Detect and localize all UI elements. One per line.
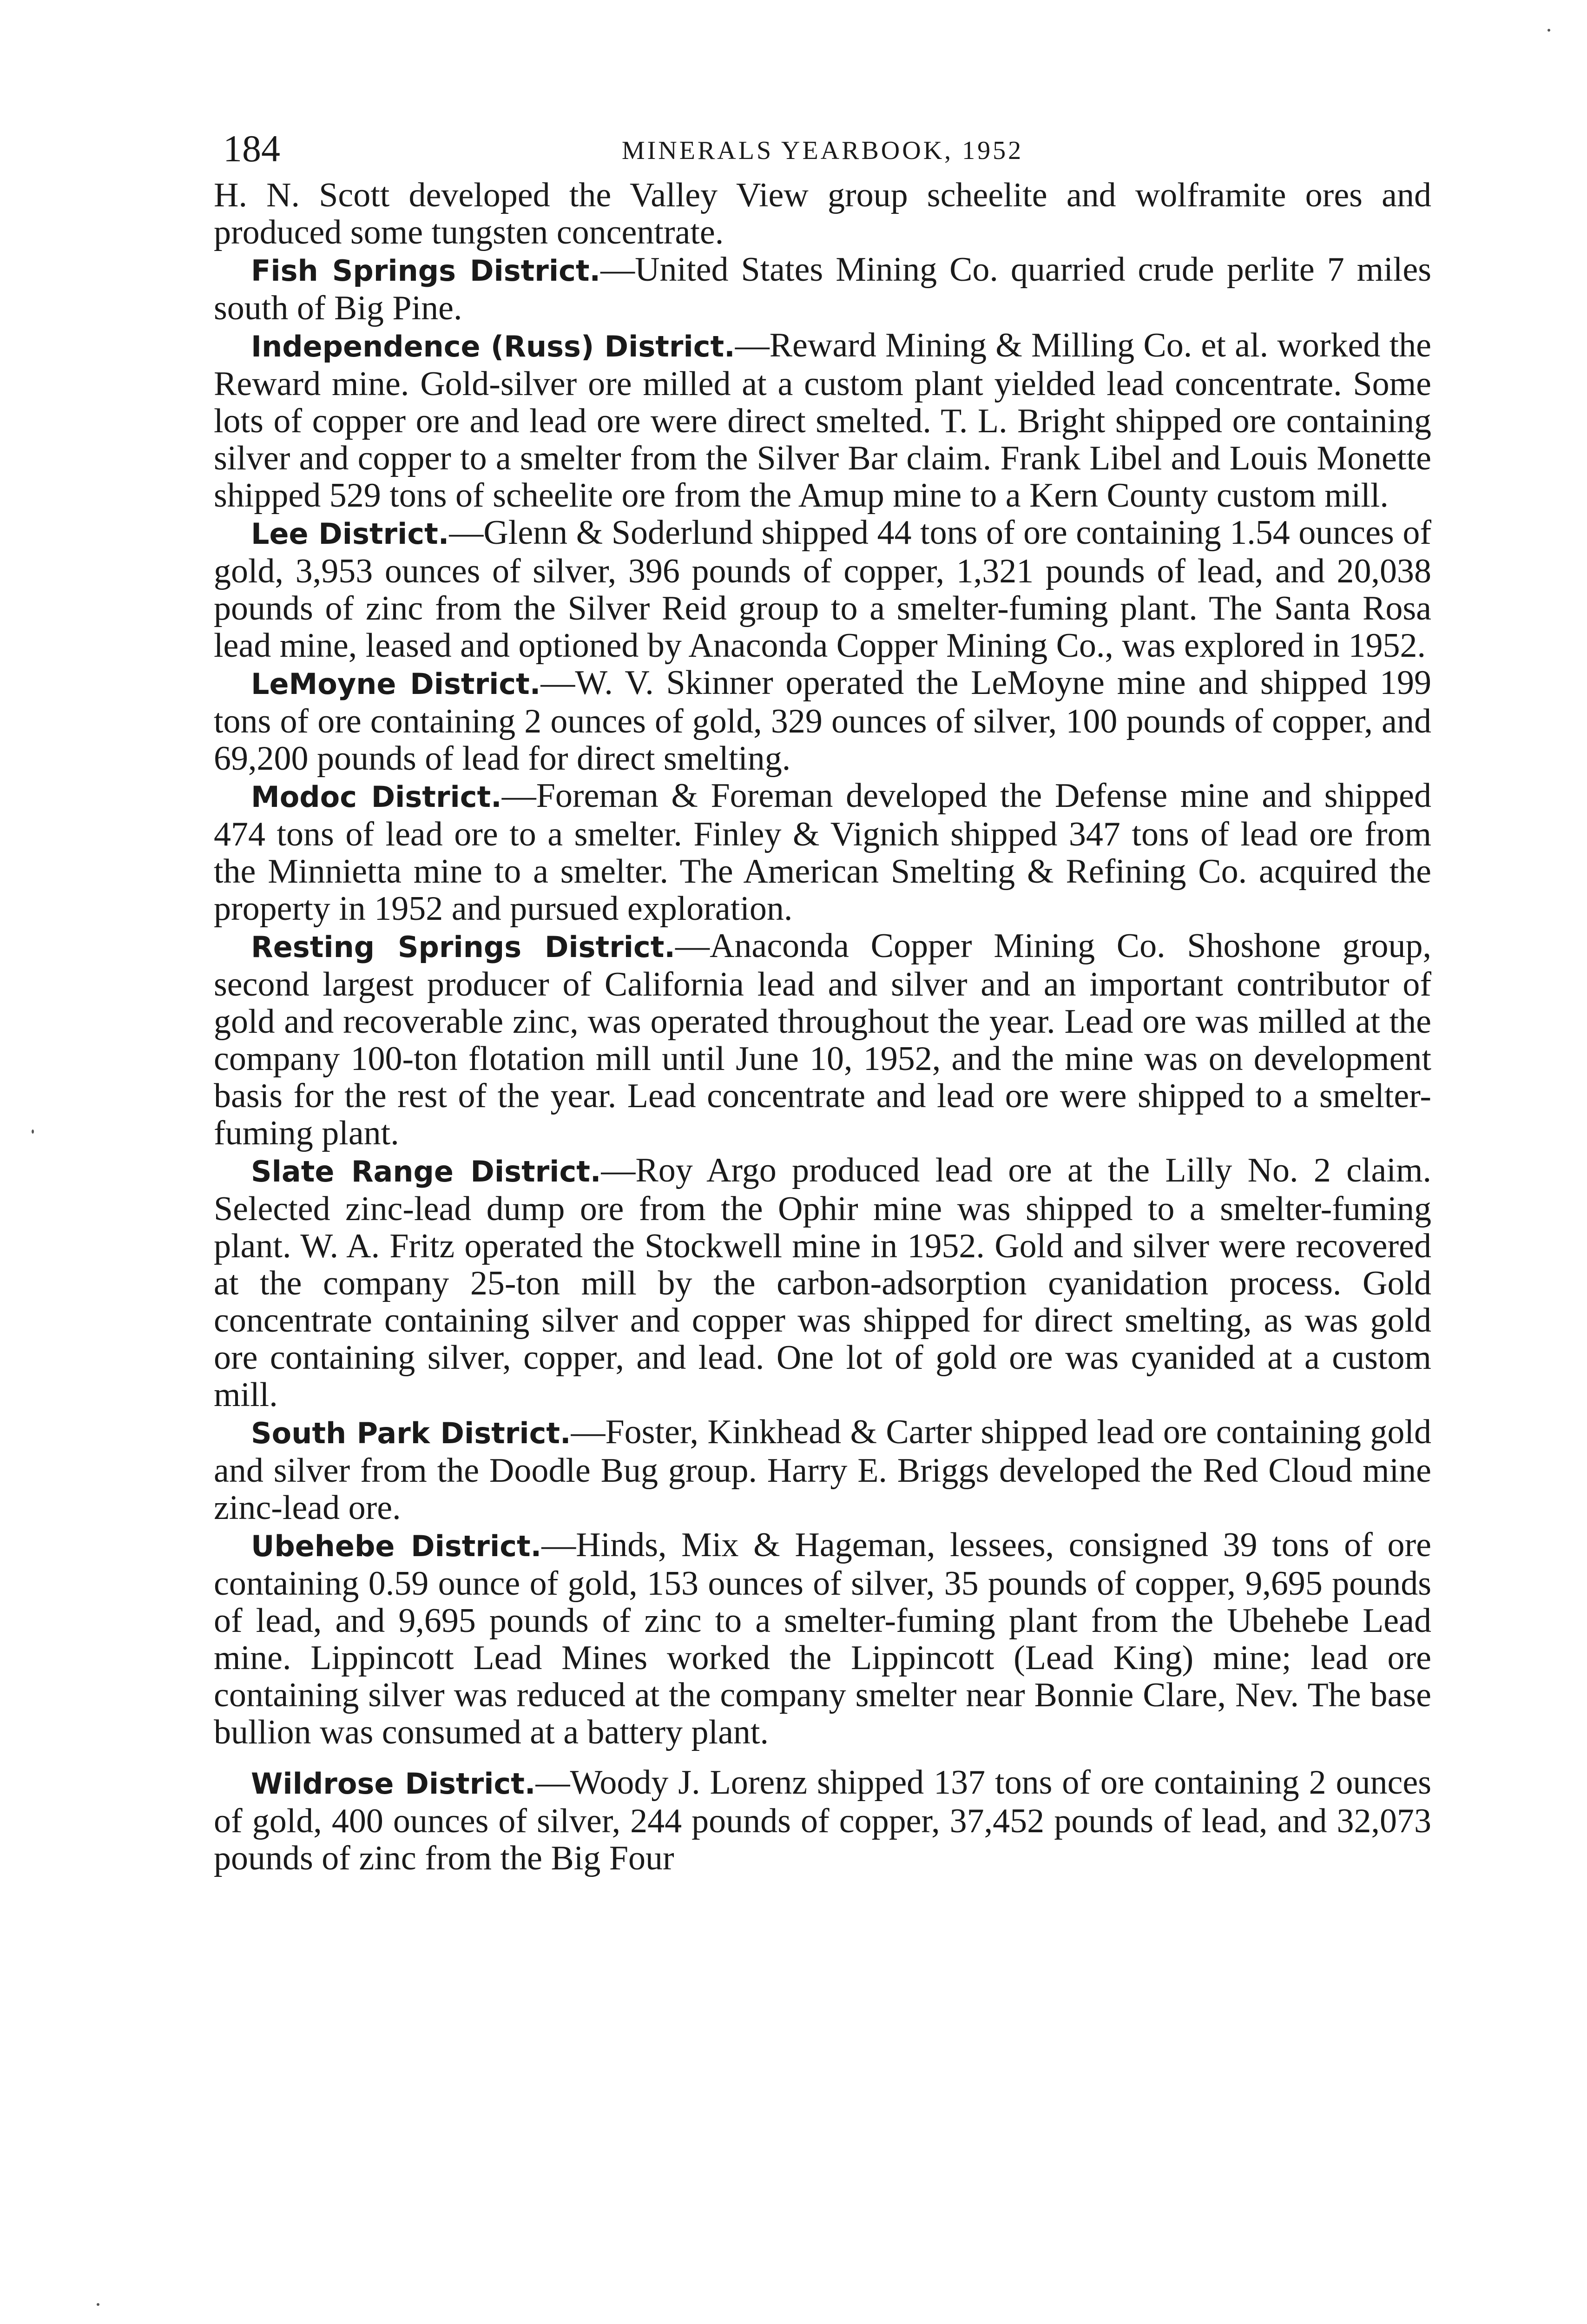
running-head: MINERALS YEARBOOK, 1952 bbox=[621, 136, 1024, 165]
body-text bbox=[214, 177, 1431, 1877]
district-heading: South Park District. bbox=[251, 1416, 571, 1450]
paragraph-slate-range-district bbox=[214, 1152, 1431, 1413]
paragraph-modoc-district bbox=[214, 777, 1431, 927]
paragraph-south-park-district bbox=[214, 1413, 1431, 1526]
paragraph-text: H. N. Scott developed the Valley View group scheelite and wolframite ores and produced some tungsten concentrate. bbox=[214, 176, 1431, 251]
paragraph-ubehebe-district bbox=[214, 1526, 1431, 1751]
district-heading: Modoc District. bbox=[251, 780, 502, 814]
paragraph-lee-district bbox=[214, 514, 1431, 664]
paragraph-text: —United States Mining Co. quarried crude perlite 7 miles south of Big Pine. bbox=[214, 251, 1431, 327]
district-heading: LeMoyne District. bbox=[251, 667, 541, 701]
paragraph-wildrose-district bbox=[214, 1764, 1431, 1877]
scan-speck bbox=[97, 2303, 99, 2306]
district-heading: Ubehebe District. bbox=[251, 1529, 542, 1563]
paragraph-fish-springs-district bbox=[214, 251, 1431, 327]
paragraph-continuation bbox=[214, 177, 1431, 251]
district-heading: Lee District. bbox=[251, 517, 449, 551]
scan-speck bbox=[32, 1129, 34, 1134]
page-header bbox=[214, 125, 1431, 177]
paragraph-text: —Reward Mining & Milling Co. et al. worked the Reward mine. Gold-silver ore milled at a custom plant yielded lead concentrate. Some lots of copper ore and lead ore were direct smelted. T. L. Bright shipped ore containing silver and copper to a smelter from the Silver Bar claim. Frank Libel and Louis Monette shipped 529 tons of scheelite ore from the Amup mine to a Kern County custom mill. bbox=[214, 326, 1432, 515]
paragraph-text: —W. V. Skinner operated the LeMoyne mine and shipped 199 tons of ore containing 2 ounces of gold, 329 ounces of silver, 100 pounds of copper, and 69,200 pounds of lead for direct smelting. bbox=[214, 664, 1431, 778]
paragraph-lemoyne-district bbox=[214, 664, 1431, 777]
paragraph-independence-district bbox=[214, 327, 1431, 514]
paragraph-text: —Anaconda Copper Mining Co. Shoshone group, second largest producer of California lead and silver and an important contributor of gold and recoverable zinc, was operated throughout the year. Lead ore was milled at the company 100-ton flotation mill until June 10, 1952, and the mine was on development basis for the rest of the year. Lead concentrate and lead ore were shipped to a smelter-fuming plant. bbox=[214, 927, 1431, 1152]
paragraph-text: —Foster, Kinkhead & Carter shipped lead ore containing gold and silver from the Doodle Bug group. Harry E. Briggs developed the Red Cloud mine zinc-lead ore. bbox=[214, 1413, 1431, 1527]
scan-speck bbox=[1547, 29, 1550, 32]
paragraph-text: —Foreman & Foreman developed the Defense mine and shipped 474 tons of lead ore to a smelter. Finley & Vignich shipped 347 tons of lead ore from the Minnietta mine to a smelter. The American Smelting & Refining Co. acquired the property in 1952 and pursued exploration. bbox=[214, 777, 1432, 928]
paragraph-text: —Roy Argo produced lead ore at the Lilly No. 2 claim. Selected zinc-lead dump ore from the Ophir mine was shipped to a smelter-fuming plant. W. A. Fritz operated the Stockwell mine in 1952. Gold and silver were recovered at the company 25-ton mill by the carbon-adsorption cyanidation process. Gold concentrate containing silver and copper was shipped for direct smelting, as was gold ore containing silver, copper, and lead. One lot of gold ore was cyanided at a custom mill. bbox=[214, 1151, 1431, 1414]
district-heading: Independence (Russ) District. bbox=[251, 330, 735, 363]
paragraph-text: —Woody J. Lorenz shipped 137 tons of ore containing 2 ounces of gold, 400 ounces of silver, 244 pounds of copper, 37,452 pounds of lead, and 32,073 pounds of zinc from the Big Four bbox=[214, 1763, 1431, 1877]
district-heading: Fish Springs District. bbox=[251, 254, 601, 288]
paragraph-resting-springs-district bbox=[214, 927, 1431, 1152]
paragraph-text: —Hinds, Mix & Hageman, lessees, consigned 39 tons of ore containing 0.59 ounce of gold, 153 ounces of silver, 35 pounds of copper, 9,695 pounds of lead, and 9,695 pounds of zinc to a smelter-fuming plant from the Ubehebe Lead mine. Lippincott Lead Mines worked the Lippincott (Lead King) mine; lead ore containing silver was reduced at the company smelter near Bonnie Clare, Nev. The base bullion was consumed at a battery plant. bbox=[214, 1526, 1431, 1751]
district-heading: Slate Range District. bbox=[251, 1155, 601, 1188]
page bbox=[214, 125, 1431, 1877]
district-heading: Resting Springs District. bbox=[251, 930, 675, 964]
page-number: 184 bbox=[223, 127, 280, 170]
district-heading: Wildrose District. bbox=[251, 1767, 536, 1801]
paragraph-text: —Glenn & Soderlund shipped 44 tons of ore containing 1.54 ounces of gold, 3,953 ounces of silver, 396 pounds of copper, 1,321 pounds of lead, and 20,038 pounds of zinc from the Silver Reid group to a smelter-fuming plant. The Santa Rosa lead mine, leased and optioned by Anaconda Copper Mining Co., was explored in 1952. bbox=[214, 514, 1431, 665]
